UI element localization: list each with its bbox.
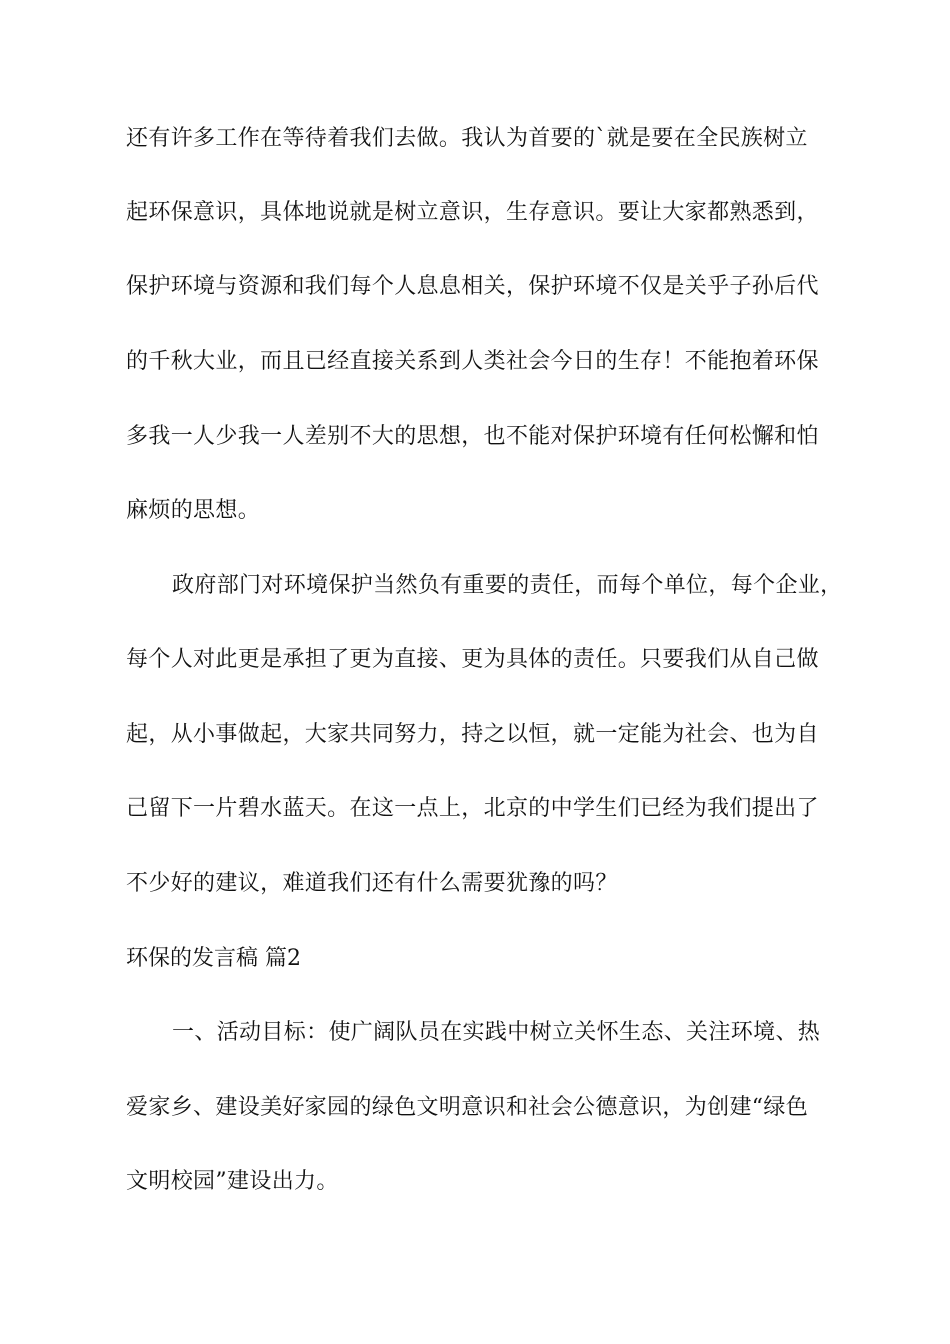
paragraph-line: 文明校园”建设出力。 <box>126 1169 339 1194</box>
paragraph-line: 起环保意识，具体地说就是树立意识，生存意识。要让大家都熟悉到， <box>126 200 819 225</box>
paragraph-line: 还有许多工作在等待着我们去做。我认为首要的`就是要在全民族树立 <box>126 126 808 151</box>
paragraph-line: 一、活动目标：使广阔队员在实践中树立关怀生态、关注环境、热 <box>172 1020 821 1045</box>
paragraph-line: 麻烦的思想。 <box>126 498 261 523</box>
paragraph-line: 爱家乡、建设美好家园的绿色文明意识和社会公德意识，为创建“绿色 <box>126 1095 809 1120</box>
paragraph-line: 政府部门对环境保护当然负有重要的责任，而每个单位，每个企业， <box>172 573 843 598</box>
paragraph-line: 每个人对此更是承担了更为直接、更为具体的责任。只要我们从自己做 <box>126 647 819 672</box>
section-heading: 环保的发言稿 篇2 <box>126 946 301 971</box>
paragraph-line: 的千秋大业，而且已经直接关系到人类社会今日的生存！不能抱着环保 <box>126 349 819 374</box>
paragraph-line: 保护环境与资源和我们每个人息息相关，保护环境不仅是关乎子孙后代 <box>126 274 819 299</box>
paragraph-line: 不少好的建议，难道我们还有什么需要犹豫的吗？ <box>126 871 618 896</box>
paragraph-line: 多我一人少我一人差别不大的思想，也不能对保护环境有任何松懈和怕 <box>126 424 819 449</box>
paragraph-line: 己留下一片碧水蓝天。在这一点上，北京的中学生们已经为我们提出了 <box>126 796 819 821</box>
paragraph-line: 起，从小事做起，大家共同努力，持之以恒，就一定能为社会、也为自 <box>126 722 819 747</box>
